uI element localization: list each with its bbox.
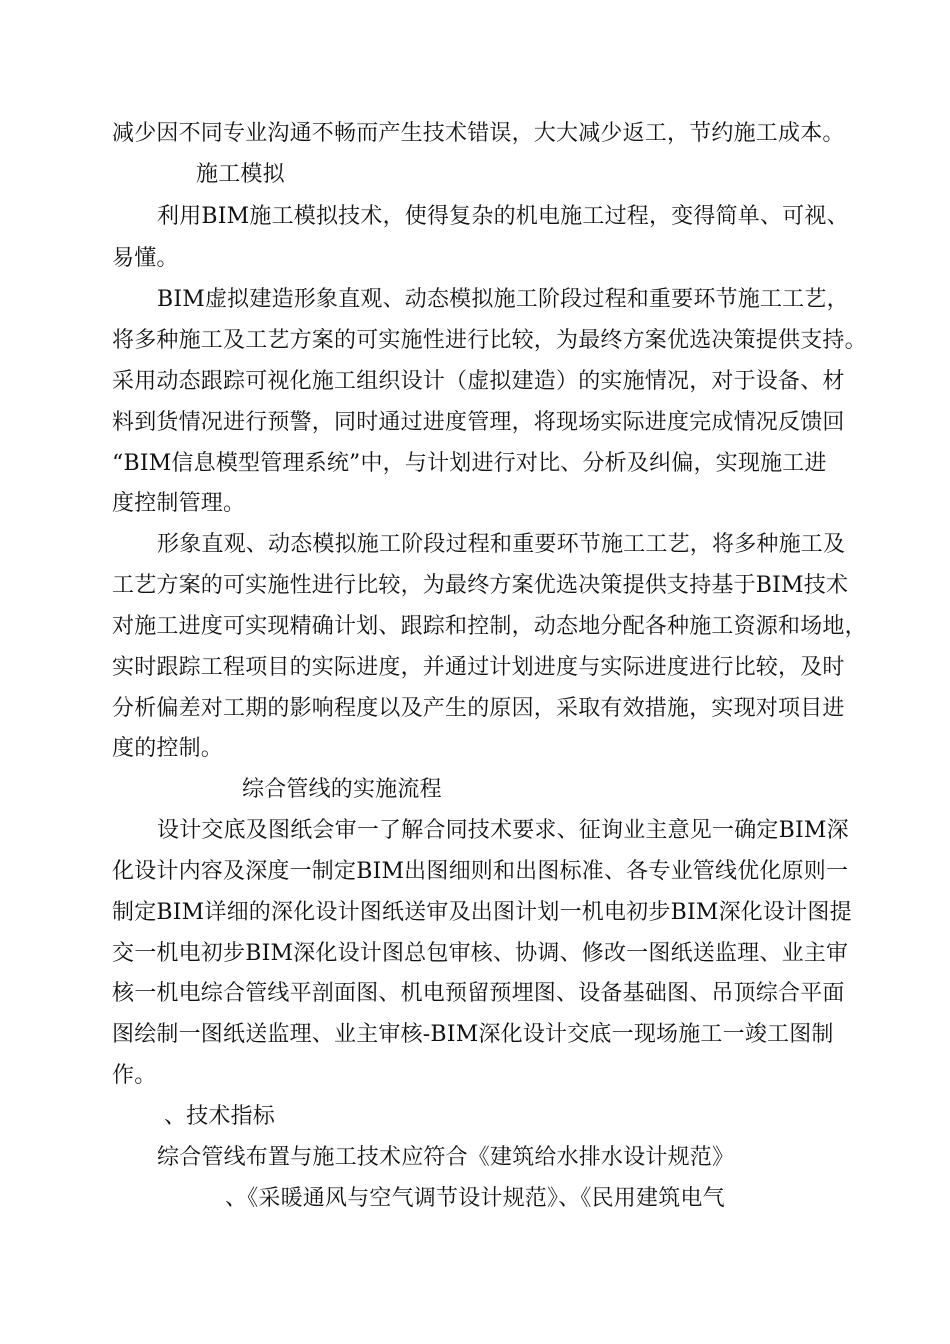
text-line: 交一机电初步BIM深化设计图总包审核、协调、修改一图纸送监理、业主审	[112, 941, 849, 966]
text-line: 核一机电综合管线平剖面图、机电预留预埋图、设备基础图、吊顶综合平面	[112, 981, 845, 1006]
text-line: 形象直观、动态模拟施工阶段过程和重要环节施工工艺，将多种施工及	[157, 532, 846, 557]
text-line: 图绘制一图纸送监理、业主审核-BIM深化设计交底一现场施工一竣工图制	[112, 1022, 834, 1047]
text-line: 利用BIM施工模拟技术，使得复杂的机电施工过程，变得简单、可视、	[157, 204, 849, 229]
text-line: 将多种施工及工艺方案的可实施性进行比较，为最终方案优选决策提供支持。	[112, 328, 867, 353]
text-line: 易懂。	[112, 246, 179, 271]
text-line: 度的控制。	[112, 736, 224, 761]
text-line: 作。	[112, 1063, 157, 1088]
section-heading: 、技术指标	[164, 1104, 276, 1129]
text-line: 化设计内容及深度一制定BIM出图细则和出图标准、各专业管线优化原则一	[112, 859, 849, 884]
text-line: 料到货情况进行预警，同时通过进度管理，将现场实际进度完成情况反馈回	[112, 410, 845, 435]
section-heading: 施工模拟	[196, 162, 285, 187]
section-heading: 综合管线的实施流程	[242, 777, 442, 802]
text-line: 综合管线布置与施工技术应符合《建筑给水排水设计规范》	[157, 1145, 735, 1170]
text-line: 采用动态跟踪可视化施工组织设计（虚拟建造）的实施情况，对于设备、材	[112, 369, 845, 394]
text-line: 分析偏差对工期的影响程度以及产生的原因，采取有效措施，实现对项目进	[112, 696, 845, 721]
text-line: 实时跟踪工程项目的实际进度，并通过计划进度与实际进度进行比较，及时	[112, 655, 845, 680]
text-line: 设计交底及图纸会审一了解合同技术要求、征询业主意见一确定BIM深	[157, 818, 849, 843]
text-line: 工艺方案的可实施性进行比较，为最终方案优选决策提供支持基于BIM技术	[112, 573, 849, 598]
text-line: “BIM信息模型管理系统”中，与计划进行对比、分析及纠偏，实现施工进	[112, 451, 827, 476]
text-line: 度控制管理。	[112, 491, 246, 516]
text-line: 制定BIM详细的深化设计图纸送审及出图计划一机电初步BIM深化设计图提	[112, 900, 852, 925]
text-line: 对施工进度可实现精确计划、跟踪和控制，动态地分配各种施工资源和场地，	[112, 614, 867, 639]
text-line: BIM虚拟建造形象直观、动态模拟施工阶段过程和重要环节施工工艺，	[157, 287, 849, 312]
text-line: 、《采暖通风与空气调节设计规范》、《民用建筑电气	[225, 1186, 725, 1211]
text-line: 减少因不同专业沟通不畅而产生技术错误，大大减少返工，节约施工成本。	[112, 121, 845, 146]
